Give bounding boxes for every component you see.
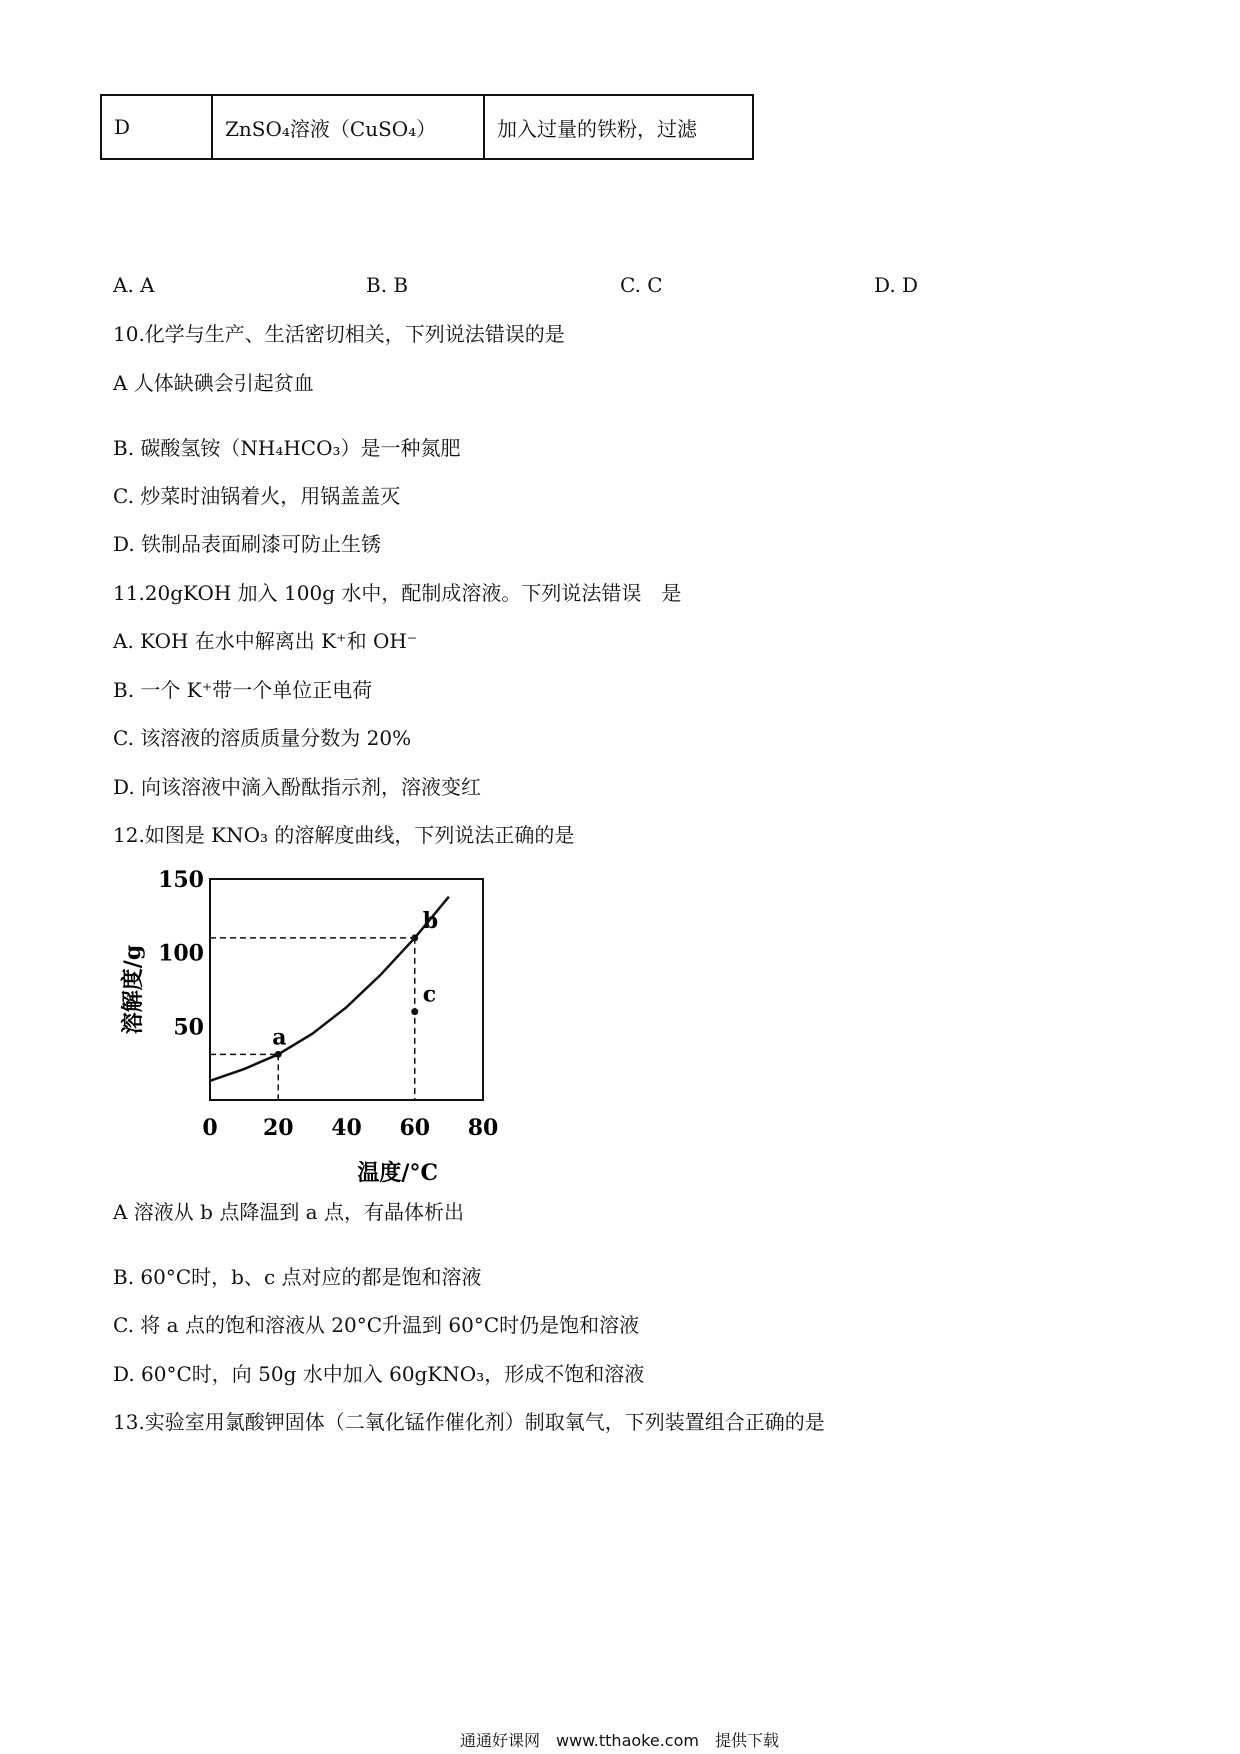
footer-text: 通通好课网 www.tthaoke.com 提供下载 — [460, 1731, 779, 1750]
q12-option-c: C. 将 a 点的饱和溶液从 20°C升温到 60°C时仍是饱和溶液 — [113, 1313, 640, 1337]
point-label-b: b — [422, 907, 439, 934]
q10-option-c: C. 炒菜时油锅着火，用锅盖盖灭 — [113, 484, 401, 508]
q9-option-a: A. A — [113, 273, 155, 297]
q9-option-b: B. B — [366, 273, 409, 297]
x-tick-label: 0 — [202, 1115, 218, 1141]
table-cell-substance: ZnSO₄溶液（CuSO₄） — [212, 95, 484, 159]
point-label-c: c — [422, 981, 437, 1008]
q12-option-d: D. 60°C时，向 50g 水中加入 60gKNO₃，形成不饱和溶液 — [113, 1362, 645, 1386]
x-tick-label: 60 — [399, 1115, 431, 1141]
q10-option-a: A 人体缺碘会引起贫血 — [113, 371, 314, 395]
q12-option-b: B. 60°C时，b、c 点对应的都是饱和溶液 — [113, 1265, 482, 1289]
x-axis-label: 温度/°C — [357, 1160, 438, 1186]
q11-stem: 11.20gKOH 加入 100g 水中，配制成溶液。下列说法错误 是 — [113, 581, 682, 605]
q12-stem: 12.如图是 KNO₃ 的溶解度曲线，下列说法正确的是 — [113, 823, 575, 847]
q10-option-b: B. 碳酸氢铵（NH₄HCO₃）是一种氮肥 — [113, 436, 461, 460]
solubility-curve — [210, 897, 449, 1081]
table-cell-option: D — [101, 95, 212, 159]
q11-option-d: D. 向该溶液中滴入酚酞指示剂，溶液变红 — [113, 775, 482, 799]
table-row — [101, 95, 753, 159]
y-axis-label: 溶解度/g — [120, 944, 146, 1035]
x-tick-label: 40 — [331, 1115, 362, 1141]
x-tick-label: 80 — [467, 1115, 499, 1141]
q11-option-a: A. KOH 在水中解离出 K⁺和 OH⁻ — [113, 629, 418, 653]
point-a — [275, 1051, 282, 1058]
point-b — [411, 934, 418, 941]
point-c — [411, 1008, 418, 1015]
q13-stem: 13.实验室用氯酸钾固体（二氧化锰作催化剂）制取氧气，下列装置组合正确的是 — [113, 1410, 825, 1434]
answer-table — [100, 94, 754, 160]
y-tick-label: 150 — [158, 868, 204, 893]
x-tick-label: 20 — [262, 1115, 294, 1141]
solubility-chart — [115, 868, 505, 1188]
y-tick-label: 100 — [158, 940, 204, 967]
point-label-a: a — [272, 1024, 287, 1051]
y-tick-label: 50 — [173, 1014, 204, 1041]
q12-option-a: A 溶液从 b 点降温到 a 点，有晶体析出 — [113, 1200, 464, 1224]
q9-option-c: C. C — [620, 273, 663, 297]
q9-option-d: D. D — [874, 273, 919, 297]
q11-option-c: C. 该溶液的溶质质量分数为 20% — [113, 726, 412, 750]
q10-option-d: D. 铁制品表面刷漆可防止生锈 — [113, 532, 382, 556]
table-cell-method: 加入过量的铁粉，过滤 — [484, 95, 753, 159]
q11-option-b: B. 一个 K⁺带一个单位正电荷 — [113, 678, 373, 702]
q10-stem: 10.化学与生产、生活密切相关，下列说法错误的是 — [113, 322, 565, 346]
